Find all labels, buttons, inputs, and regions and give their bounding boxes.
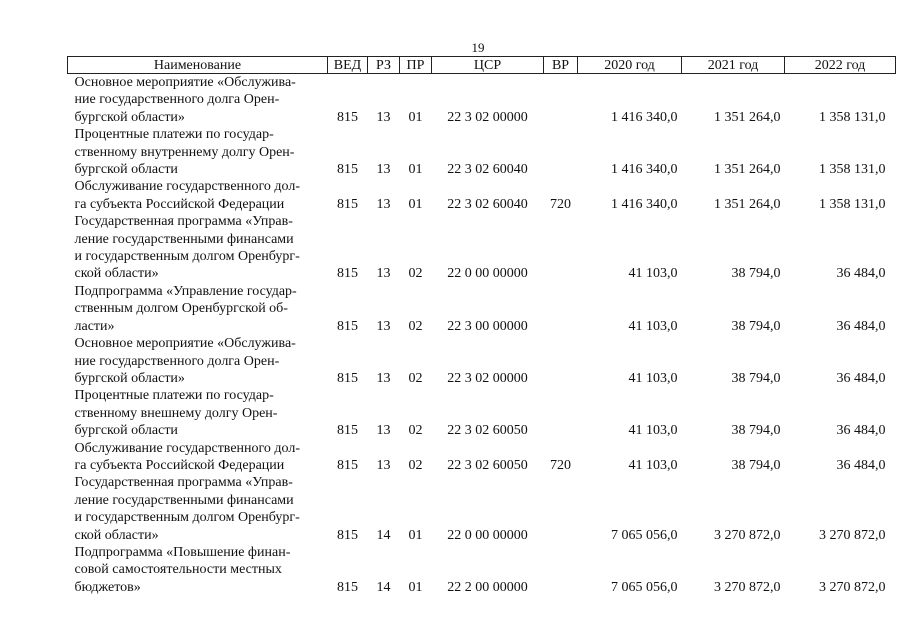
table-header — [68, 57, 896, 74]
cell-2020: 41 103,0 — [628, 370, 678, 386]
cell-ved: 815 — [337, 423, 358, 439]
cell-vr — [544, 213, 578, 283]
cell-2021: 38 794,0 — [731, 318, 781, 334]
table-row — [68, 335, 896, 387]
cell-2021: 1 351 264,0 — [714, 196, 781, 212]
header-name: Наименование — [68, 57, 328, 74]
header-rz: РЗ — [368, 57, 400, 74]
cell-2022: 3 270 872,0 — [819, 579, 886, 595]
cell-pr: 01 — [408, 109, 423, 125]
cell-pr: 01 — [408, 196, 423, 212]
cell-name: Обслуживание государственного дол- га субъекта Российской Федерации — [74, 440, 301, 473]
header-row — [68, 57, 896, 74]
cell-vr — [544, 544, 578, 596]
cell-name: Процентные платежи по государ- ственному внутреннему долгу Орен- бургской области — [74, 127, 295, 178]
cell-vr — [544, 474, 578, 544]
cell-rz: 13 — [376, 109, 391, 125]
cell-pr: 01 — [408, 527, 423, 543]
cell-2022: 36 484,0 — [836, 318, 886, 334]
cell-2020: 41 103,0 — [628, 423, 678, 439]
cell-vr: 720 — [550, 457, 571, 473]
header-csr: ЦСР — [432, 57, 544, 74]
header-ved: ВЕД — [328, 57, 368, 74]
cell-2022: 36 484,0 — [836, 370, 886, 386]
cell-2020: 41 103,0 — [628, 457, 678, 473]
cell-rz: 13 — [376, 196, 391, 212]
table-row — [68, 178, 896, 213]
cell-rz: 14 — [376, 579, 391, 595]
cell-2020: 41 103,0 — [628, 266, 678, 282]
cell-csr: 22 0 00 00000 — [447, 266, 528, 282]
cell-rz: 13 — [376, 423, 391, 439]
cell-ved: 815 — [337, 109, 358, 125]
cell-rz: 14 — [376, 527, 391, 543]
cell-2022: 3 270 872,0 — [819, 527, 886, 543]
cell-name: Процентные платежи по государ- ственному внешнему долгу Орен- бургской области — [74, 388, 278, 439]
cell-ved: 815 — [337, 162, 358, 178]
cell-ved: 815 — [337, 318, 358, 334]
table-row — [68, 74, 896, 127]
cell-ved: 815 — [337, 266, 358, 282]
table-row — [68, 283, 896, 335]
cell-vr — [544, 74, 578, 127]
cell-2022: 36 484,0 — [836, 457, 886, 473]
cell-name: Подпрограмма «Управление государ- ственным долгом Оренбургской об- ласти» — [74, 283, 297, 334]
cell-2021: 38 794,0 — [731, 423, 781, 439]
cell-ved: 815 — [337, 457, 358, 473]
cell-vr — [544, 335, 578, 387]
cell-csr: 22 3 02 60040 — [447, 162, 528, 178]
header-2020: 2020 год — [578, 57, 682, 74]
table-row — [68, 544, 896, 596]
cell-csr: 22 3 02 60040 — [447, 196, 528, 212]
cell-rz: 13 — [376, 457, 391, 473]
table-row — [68, 387, 896, 439]
cell-2022: 1 358 131,0 — [819, 109, 886, 125]
cell-csr: 22 3 02 00000 — [447, 370, 528, 386]
cell-csr: 22 3 02 60050 — [447, 457, 528, 473]
cell-pr: 01 — [408, 579, 423, 595]
cell-name: Государственная программа «Управ- ление государственными финансами и государственным долгом Оренбург- ской области» — [74, 214, 300, 282]
cell-2020: 7 065 056,0 — [611, 579, 678, 595]
cell-ved: 815 — [337, 196, 358, 212]
cell-name: Обслуживание государственного дол- га субъекта Российской Федерации — [74, 179, 301, 212]
cell-pr: 02 — [408, 370, 423, 386]
cell-2020: 1 416 340,0 — [611, 109, 678, 125]
table-row — [68, 213, 896, 283]
cell-pr: 01 — [408, 162, 423, 178]
cell-2022: 1 358 131,0 — [819, 196, 886, 212]
cell-2020: 1 416 340,0 — [611, 196, 678, 212]
cell-vr: 720 — [550, 196, 571, 212]
cell-pr: 02 — [408, 423, 423, 439]
cell-2020: 41 103,0 — [628, 318, 678, 334]
cell-name: Подпрограмма «Повышение финан- совой самостоятельности местных бюджетов» — [74, 544, 291, 595]
table-row — [68, 440, 896, 475]
header-vr: ВР — [544, 57, 578, 74]
page-number: 19 — [471, 40, 485, 55]
cell-pr: 02 — [408, 457, 423, 473]
cell-2021: 3 270 872,0 — [714, 579, 781, 595]
table-row — [68, 126, 896, 178]
cell-vr — [544, 387, 578, 439]
cell-name: Основное мероприятие «Обслужива- ние государственного долга Орен- бургской области» — [74, 75, 296, 125]
cell-csr: 22 0 00 00000 — [447, 527, 528, 543]
cell-csr: 22 3 02 00000 — [447, 109, 528, 125]
budget-table — [67, 56, 896, 596]
cell-rz: 13 — [376, 370, 391, 386]
cell-name: Основное мероприятие «Обслужива- ние государственного долга Орен- бургской области» — [74, 336, 296, 386]
cell-csr: 22 3 00 00000 — [447, 318, 528, 334]
table-body — [68, 74, 896, 597]
cell-2022: 1 358 131,0 — [819, 162, 886, 178]
table-row — [68, 474, 896, 544]
cell-rz: 13 — [376, 266, 391, 282]
cell-ved: 815 — [337, 370, 358, 386]
cell-2021: 1 351 264,0 — [714, 162, 781, 178]
cell-pr: 02 — [408, 266, 423, 282]
cell-2022: 36 484,0 — [836, 423, 886, 439]
cell-rz: 13 — [376, 318, 391, 334]
cell-2021: 38 794,0 — [731, 266, 781, 282]
cell-2022: 36 484,0 — [836, 266, 886, 282]
cell-2021: 3 270 872,0 — [714, 527, 781, 543]
cell-2021: 38 794,0 — [731, 370, 781, 386]
cell-name: Государственная программа «Управ- ление государственными финансами и государственным долгом Оренбург- ской области» — [74, 475, 300, 543]
cell-pr: 02 — [408, 318, 423, 334]
cell-2021: 38 794,0 — [731, 457, 781, 473]
cell-2021: 1 351 264,0 — [714, 109, 781, 125]
cell-ved: 815 — [337, 579, 358, 595]
header-2022: 2022 год — [785, 57, 896, 74]
cell-csr: 22 3 02 60050 — [447, 423, 528, 439]
cell-vr — [544, 126, 578, 178]
cell-vr — [544, 283, 578, 335]
header-2021: 2021 год — [682, 57, 785, 74]
cell-rz: 13 — [376, 162, 391, 178]
cell-ved: 815 — [337, 527, 358, 543]
cell-2020: 7 065 056,0 — [611, 527, 678, 543]
header-pr: ПР — [400, 57, 432, 74]
cell-2020: 1 416 340,0 — [611, 162, 678, 178]
cell-csr: 22 2 00 00000 — [447, 579, 528, 595]
